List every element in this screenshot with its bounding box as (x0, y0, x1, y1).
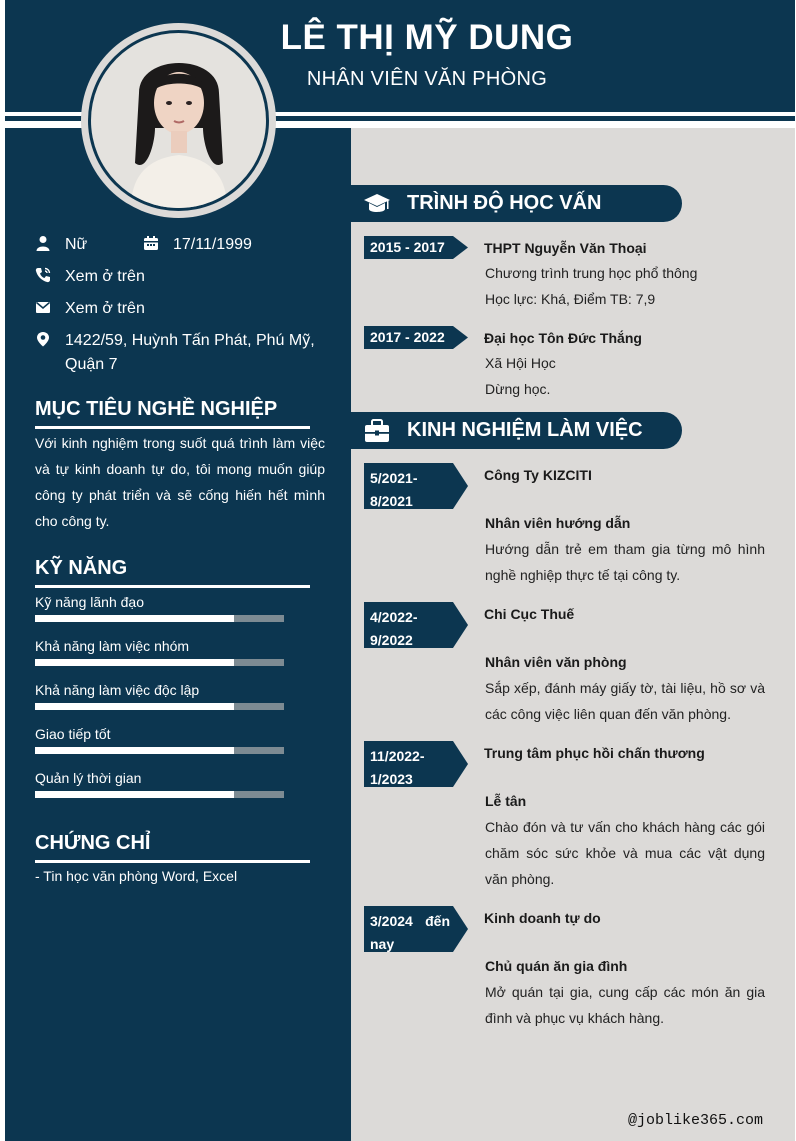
certificate-item: - Tin học văn phòng Word, Excel (35, 868, 238, 884)
envelope-icon (35, 299, 51, 315)
resume-page (5, 0, 795, 1141)
candidate-name: LÊ THỊ MỸ DUNG (280, 18, 574, 57)
education-line-1b: Học lực: Khá, Điểm TB: 7,9 (485, 291, 656, 307)
birthday-row (143, 233, 252, 257)
skills-heading: KỸ NĂNG (35, 557, 128, 579)
person-icon (35, 235, 51, 251)
certificates-heading: CHỨNG CHỈ (35, 832, 151, 854)
education-period-1 (364, 236, 468, 259)
skill-bar-fill (35, 747, 234, 754)
skill-bar-fill (35, 659, 234, 666)
graduation-cap-icon (363, 190, 391, 218)
experience-company: Chi Cục Thuế (484, 606, 575, 622)
gender-row (35, 233, 87, 257)
skill-label: Khả năng làm việc nhóm (35, 638, 190, 654)
experience-company: Trung tâm phục hồi chấn thương (484, 745, 705, 761)
watermark: @joblike365.com (628, 1112, 764, 1129)
skill-bar-fill (35, 703, 234, 710)
experience-period-text: 4/2022- 9/2022 (370, 609, 418, 648)
education-period-2 (364, 326, 468, 349)
education-heading-bar (351, 185, 682, 222)
education-period-1-text: 2015 - 2017 (370, 239, 445, 255)
skills-divider (35, 585, 310, 588)
experience-period (364, 463, 468, 509)
skill-bar-track (35, 703, 284, 710)
phone-icon (35, 267, 51, 283)
email-value: Xem ở trên (65, 300, 145, 317)
phone-row (35, 265, 145, 289)
skill-label: Kỹ năng lãnh đạo (35, 594, 144, 610)
education-line-1a: Chương trình trung học phổ thông (485, 265, 698, 281)
experience-heading-bar (351, 412, 682, 449)
experience-period-text: 3/2024 đến nay (370, 913, 450, 952)
education-school-2: Đại học Tôn Đức Thắng (484, 330, 642, 346)
experience-heading: KINH NGHIỆM LÀM VIỆC (407, 419, 643, 441)
skill-bar-track (35, 791, 284, 798)
skill-label: Quản lý thời gian (35, 770, 142, 786)
experience-description: Chào đón và tư vấn cho khách hàng các gói chăm sóc sức khỏe và mua các vật dụng văn phòng. (485, 819, 765, 887)
location-pin-icon (35, 331, 51, 347)
education-line-2b: Dừng học. (485, 381, 551, 397)
skill-label: Khả năng làm việc độc lập (35, 682, 200, 698)
skill-bar-fill (35, 791, 234, 798)
experience-company: Kinh doanh tự do (484, 910, 601, 926)
experience-period (364, 741, 468, 787)
experience-role: Chủ quán ăn gia đình (485, 958, 628, 974)
job-title: NHÂN VIÊN VĂN PHÒNG (306, 68, 548, 90)
experience-period-text: 5/2021- 8/2021 (370, 470, 418, 509)
experience-description: Mở quán tại gia, cung cấp các món ăn gia đình và phục vụ khách hàng. (485, 984, 765, 1026)
objective-text: Với kinh nghiệm trong suốt quá trình làm việc và tự kinh doanh tự do, tôi mong muốn giúp công ty phát triển và sẽ cống hiến hết mình cho công ty. (35, 435, 325, 529)
experience-role: Nhân viên văn phòng (485, 654, 627, 670)
gender-value: Nữ (65, 236, 88, 253)
briefcase-icon (363, 417, 391, 445)
experience-period (364, 906, 468, 952)
skill-bar-track (35, 659, 284, 666)
experience-period (364, 602, 468, 648)
experience-description: Hướng dẫn trẻ em tham gia từng mô hình nghề nghiệp thực tế tại công ty. (485, 541, 765, 583)
education-school-1: THPT Nguyễn Văn Thoại (484, 240, 647, 256)
address-value: 1422/59, Huỳnh Tấn Phát, Phú Mỹ, Quận 7 (65, 332, 315, 373)
address-row (35, 329, 325, 377)
experience-description: Sắp xếp, đánh máy giấy tờ, tài liệu, hồ sơ và các công việc liên quan đến văn phòng. (485, 680, 765, 722)
email-row (35, 297, 145, 321)
phone-value: Xem ở trên (65, 268, 145, 285)
education-line-2a: Xã Hội Học (485, 355, 556, 371)
objective-heading: MỤC TIÊU NGHỀ NGHIỆP (35, 398, 278, 420)
skill-bar-fill (35, 615, 234, 622)
education-heading: TRÌNH ĐỘ HỌC VẤN (407, 192, 602, 214)
skill-label: Giao tiếp tốt (35, 726, 111, 742)
skill-bar-track (35, 747, 284, 754)
education-period-2-text: 2017 - 2022 (370, 329, 445, 345)
experience-period-text: 11/2022- 1/2023 (370, 748, 425, 787)
objective-divider (35, 426, 310, 429)
calendar-icon (143, 235, 159, 251)
certificates-divider (35, 860, 310, 863)
experience-role: Nhân viên hướng dẫn (485, 515, 631, 531)
avatar (91, 33, 266, 208)
birthday-value: 17/11/1999 (173, 236, 252, 253)
skill-bar-track (35, 615, 284, 622)
experience-role: Lễ tân (485, 793, 527, 809)
experience-company: Công Ty KIZCITI (484, 467, 592, 483)
